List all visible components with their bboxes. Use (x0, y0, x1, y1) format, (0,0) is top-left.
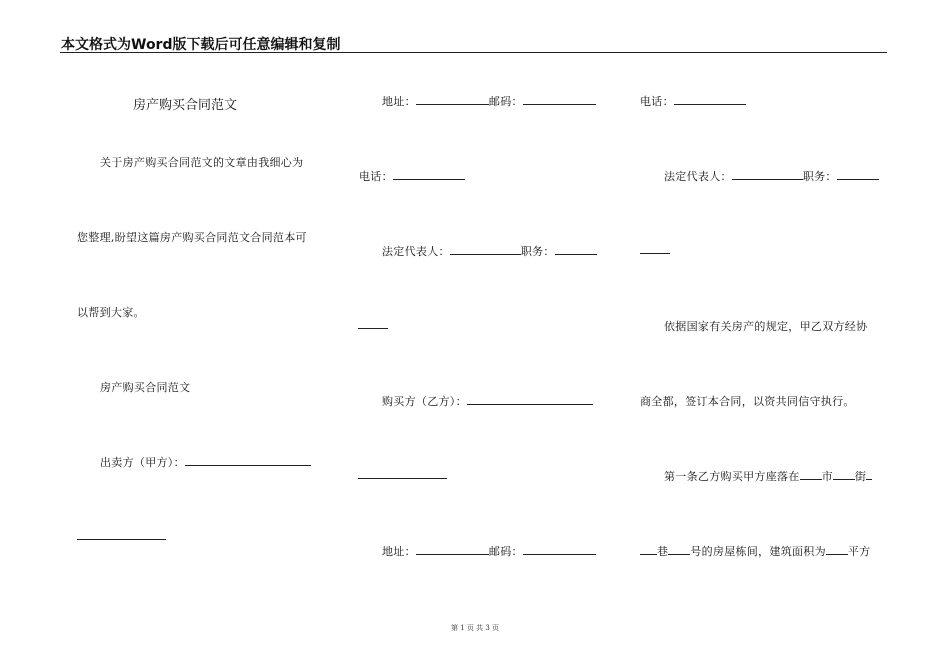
position-continuation-blank (640, 253, 670, 254)
legal-rep-label: 法定代表人： (382, 245, 450, 258)
article-1-line-2 (640, 543, 871, 559)
page-footer: 第 1 页 共 3 页 (450, 624, 500, 632)
document-title: 房产购买合同范文 (133, 98, 238, 113)
basis-line-1: 依据国家有关房产的规定，甲乙双方经协 (664, 320, 868, 333)
legal-rep-blank (450, 244, 521, 255)
postcode-label: 邮码： (488, 95, 523, 108)
seller-label: 出卖方（甲方）： (100, 456, 185, 469)
phone-blank (674, 94, 746, 105)
article-1-lane: 巷 (657, 545, 669, 558)
legal-rep-label: 法定代表人： (664, 170, 732, 183)
postcode-blank (523, 94, 596, 105)
phone-label: 电话： (359, 170, 393, 183)
article-1-street: 街 (854, 470, 867, 483)
seller-blank (185, 455, 311, 466)
city-blank (800, 469, 822, 480)
lane-blank (640, 544, 657, 555)
position-blank (837, 169, 879, 180)
legal-rep-blank (732, 169, 803, 180)
article-1-sqm: 平方 (847, 545, 871, 558)
article-1-city: 市 (821, 470, 833, 483)
contract-subtitle: 房产购买合同范文 (100, 381, 191, 394)
seller-legal-rep-line (382, 243, 597, 259)
buyer-address-line (382, 543, 596, 559)
basis-line-2: 商全都，签订本合同，以资共同信守执行。 (640, 395, 855, 408)
buyer-blank (467, 394, 593, 405)
phone-blank (393, 169, 465, 180)
postcode-label: 邮码： (488, 545, 523, 558)
buyer-phone-line (640, 93, 746, 109)
position-continuation-blank (358, 328, 388, 329)
header-rule (60, 52, 887, 53)
position-blank (555, 244, 597, 255)
address-blank (416, 94, 489, 105)
article-1-text-e: 号的房屋栋间，建筑面积为 (690, 545, 826, 558)
intro-line-1: 关于房产购买合同范文的文章由我细心为 (100, 156, 304, 169)
buyer-line (382, 393, 593, 409)
seller-continuation-blank (77, 539, 166, 540)
street-blank (833, 469, 855, 480)
buyer-continuation-blank (358, 478, 447, 479)
number-blank (668, 544, 690, 555)
seller-address-line (382, 93, 596, 109)
intro-line-3: 以帮到大家。 (77, 306, 145, 319)
article-1-text-a: 第一条乙方购买甲方座落在 (664, 470, 800, 483)
address-label: 地址： (382, 95, 416, 108)
position-label: 职务： (520, 245, 555, 258)
article-1-line-1 (664, 468, 872, 484)
area-blank (826, 544, 848, 555)
intro-line-2: 您整理,盼望这篇房产购买合同范文合同范本可 (77, 231, 307, 244)
postcode-blank (523, 544, 596, 555)
phone-label: 电话： (640, 95, 674, 108)
seller-phone-line (359, 168, 465, 184)
position-label: 职务： (802, 170, 837, 183)
lane-blank-start (866, 469, 872, 480)
address-label: 地址： (382, 545, 416, 558)
buyer-label: 购买方（乙方）： (382, 395, 467, 408)
address-blank (416, 544, 489, 555)
document-header: 本文格式为Word版下载后可任意编辑和复制 (61, 37, 341, 53)
seller-line (100, 454, 311, 470)
buyer-legal-rep-line (664, 168, 879, 184)
